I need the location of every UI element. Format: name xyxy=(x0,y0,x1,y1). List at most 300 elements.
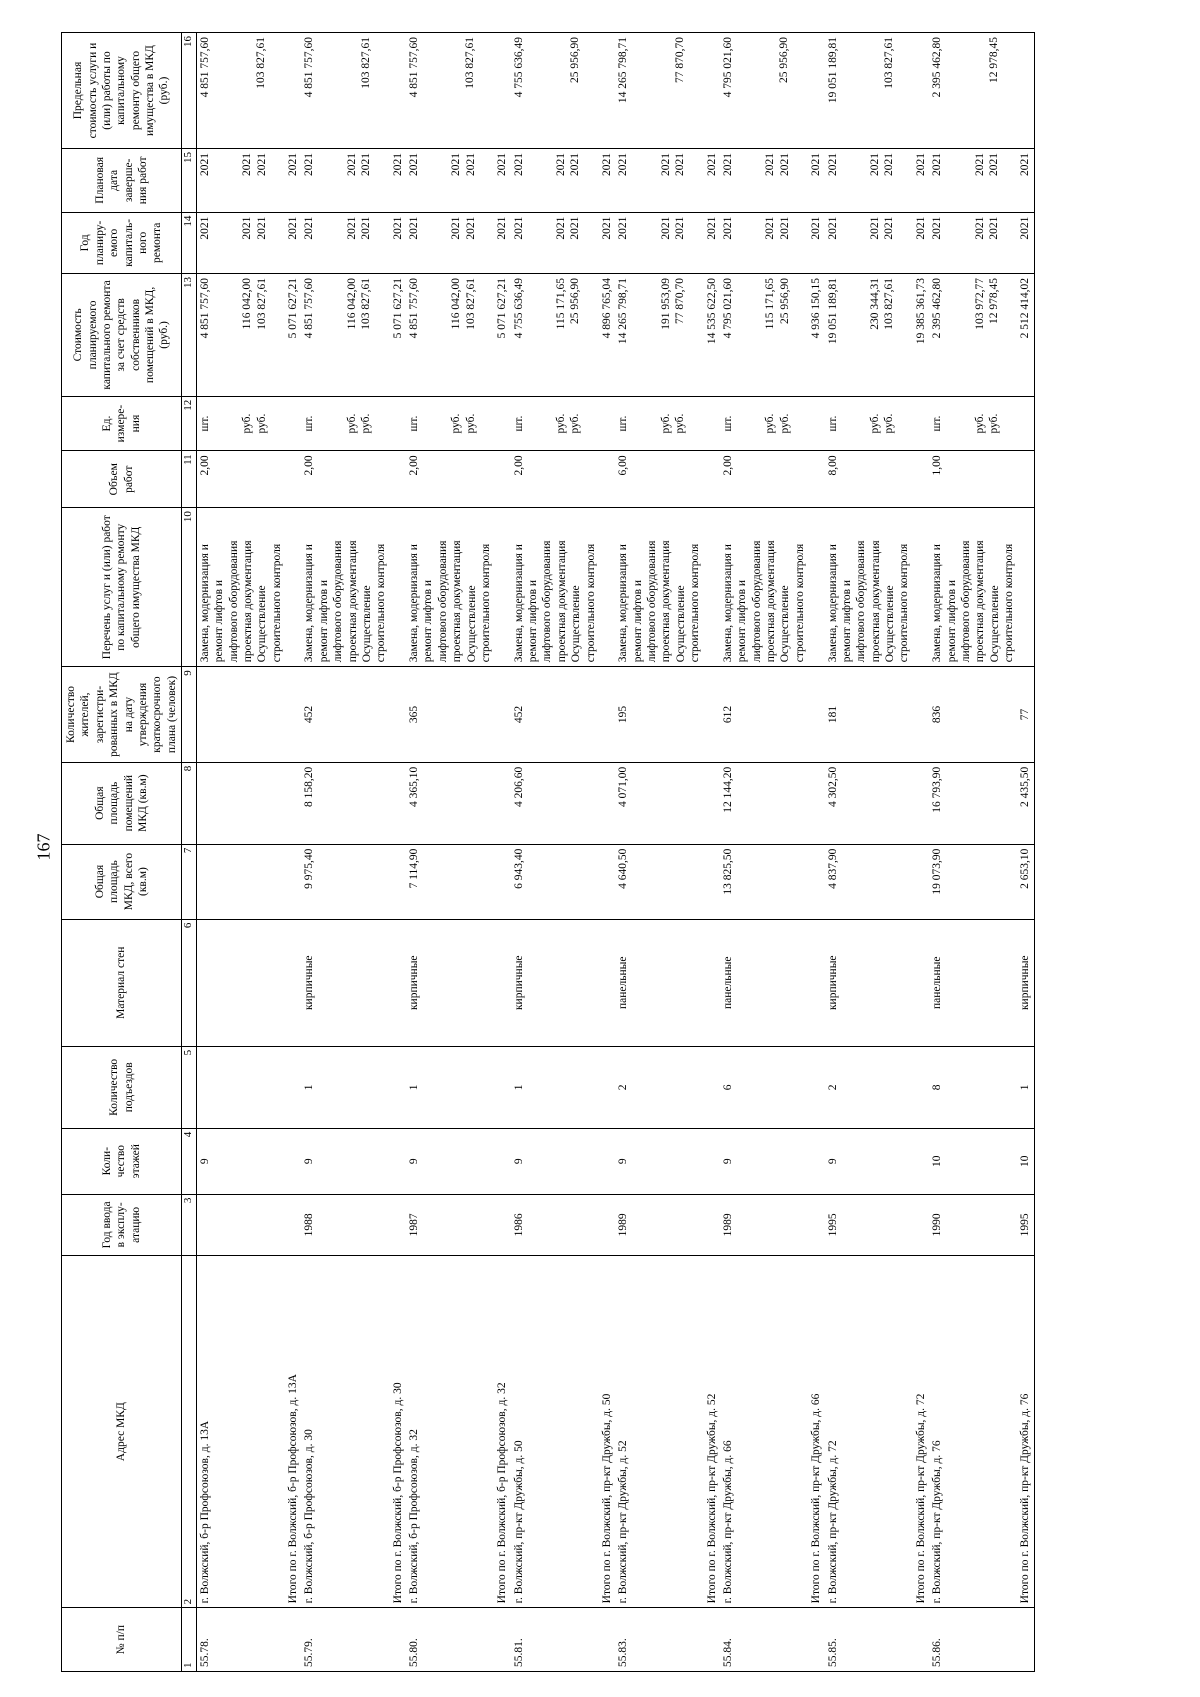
row-cost-line: 12 978,45 xyxy=(987,278,1000,325)
row-unit xyxy=(913,396,929,451)
row-volume-line xyxy=(477,455,491,503)
row-number xyxy=(808,1608,824,1672)
row-completion-date-line xyxy=(317,153,331,208)
row-unit-line: шт. xyxy=(617,415,630,432)
row-works xyxy=(615,508,703,667)
row-completion-date-line xyxy=(331,153,345,208)
row-cost-line xyxy=(526,278,540,392)
row-volume-line xyxy=(373,455,387,503)
row-unit-line xyxy=(1001,401,1015,447)
row-max-cost-line xyxy=(449,37,463,144)
row-works xyxy=(808,508,824,667)
row-unit-line xyxy=(792,401,806,447)
row-planned-year-line xyxy=(1001,217,1015,269)
row-volume-line xyxy=(435,455,449,503)
row-address: Итого по г. Волжский, пр-кт Дружбы, д. 72 xyxy=(913,1256,929,1608)
row-works xyxy=(511,508,599,667)
row-planned-year xyxy=(808,212,824,273)
header-floors: Коли-чество этажей xyxy=(62,1128,182,1194)
row-unit xyxy=(511,396,599,451)
row-cost-line: 191 953,09 xyxy=(659,278,672,330)
row-max-cost-line: 2 395 462,80 xyxy=(931,37,944,98)
row-completion-date xyxy=(511,149,599,213)
row-wall-material xyxy=(913,919,929,1046)
row-works-line: ремонт лифтов и xyxy=(840,579,853,663)
row-unit-line: руб. xyxy=(674,413,686,434)
row-volume-line xyxy=(212,455,226,503)
row-works-line: Осуществление xyxy=(256,585,269,663)
row-works-line: проектная документация xyxy=(974,540,987,663)
header-year: Год ввода в эксплу-атацию xyxy=(62,1194,182,1255)
row-entrances xyxy=(494,1046,510,1128)
row-planned-year xyxy=(599,212,615,273)
row-max-cost-line xyxy=(582,37,596,144)
row-completion-date-line: 2021 xyxy=(255,153,268,177)
row-premises-area: 4 071,00 xyxy=(615,762,703,844)
row-works-line: проектная документация xyxy=(346,540,359,663)
row-number xyxy=(913,1608,929,1672)
column-number: 4 xyxy=(182,1128,197,1194)
row-cost-line: 4 936 150,15 xyxy=(810,278,823,339)
row-completion-date xyxy=(599,149,615,213)
row-works-line: проектная документация xyxy=(555,540,568,663)
row-max-cost-line xyxy=(331,37,345,144)
row-entrances xyxy=(196,1046,285,1128)
row-planned-year xyxy=(825,212,913,273)
row-entrances xyxy=(285,1046,301,1128)
row-volume xyxy=(913,451,929,508)
row-unit xyxy=(599,396,615,451)
row-planned-year-line: 2021 xyxy=(617,216,630,240)
row-works-line: лифтового оборудования xyxy=(855,540,868,663)
row-total-area xyxy=(285,844,301,919)
column-number: 7 xyxy=(182,844,197,919)
row-volume xyxy=(494,451,510,508)
row-total-area xyxy=(390,844,406,919)
row-max-cost xyxy=(285,33,301,149)
row-number xyxy=(494,1608,510,1672)
row-works xyxy=(301,508,389,667)
row-planned-year xyxy=(511,212,599,273)
row-premises-area xyxy=(390,762,406,844)
row-unit-line xyxy=(226,401,240,447)
row-volume-line: 1,00 xyxy=(931,455,944,476)
row-planned-year xyxy=(720,212,808,273)
row-completion-date-line xyxy=(840,153,854,208)
row-planned-year-line xyxy=(317,217,331,269)
row-planned-year-line xyxy=(331,217,345,269)
header-volume: Объем работ xyxy=(62,451,182,508)
row-max-cost-line xyxy=(478,37,492,144)
row-cost-line: 5 071 627,21 xyxy=(391,278,404,339)
row-works xyxy=(720,508,808,667)
row-planned-year xyxy=(301,212,389,273)
row-floors: 9 xyxy=(406,1128,494,1194)
row-planned-year-line xyxy=(687,217,701,269)
row-works-line: проектная документация xyxy=(451,540,464,663)
row-cost-line xyxy=(687,278,701,392)
row-unit-line xyxy=(583,401,597,447)
row-cost xyxy=(494,274,510,397)
row-cost xyxy=(599,274,615,397)
row-planned-year-line xyxy=(792,217,806,269)
row-volume-line xyxy=(331,455,345,503)
row-cost-line: 103 827,61 xyxy=(883,278,896,330)
row-max-cost-line: 4 851 757,60 xyxy=(303,37,316,98)
row-volume-line xyxy=(973,455,987,503)
row-cost-line: 103 827,61 xyxy=(360,278,373,330)
row-floors: 10 xyxy=(929,1128,1017,1194)
row-works-line: Замена, модернизация и xyxy=(931,544,944,663)
row-max-cost xyxy=(808,33,824,149)
row-residents: 365 xyxy=(406,667,494,762)
row-completion-date-line xyxy=(792,153,806,208)
row-cost-line: 5 071 627,21 xyxy=(287,278,299,339)
row-total-area xyxy=(808,844,824,919)
column-number: 9 xyxy=(182,667,197,762)
row-residents xyxy=(285,667,301,762)
row-cost-line xyxy=(735,278,749,392)
row-volume-line xyxy=(854,455,868,503)
row-entrances xyxy=(599,1046,615,1128)
row-address: г. Волжский, пр-кт Дружбы, д. 72 xyxy=(825,1256,913,1608)
row-max-cost-line xyxy=(868,37,882,144)
row-works-line: ремонт лифтов и xyxy=(422,579,435,663)
subtotal-row xyxy=(704,33,720,1672)
row-wall-material: панельные xyxy=(615,919,703,1046)
row-max-cost xyxy=(720,33,808,149)
row-floors: 9 xyxy=(720,1128,808,1194)
row-wall-material xyxy=(196,919,285,1046)
row-max-cost xyxy=(406,33,494,149)
row-completion-date-line: 2021 xyxy=(241,153,254,177)
row-completion-date-line xyxy=(897,153,911,208)
row-planned-year-line: 2021 xyxy=(360,216,373,240)
table-row xyxy=(720,33,808,1672)
row-unit-line xyxy=(959,401,973,447)
row-max-cost-line: 103 827,61 xyxy=(255,37,268,89)
row-max-cost-line: 77 870,70 xyxy=(673,37,686,83)
row-unit-line xyxy=(421,401,435,447)
table-row xyxy=(196,33,285,1672)
row-year: 1986 xyxy=(511,1194,599,1255)
row-completion-date-line xyxy=(687,153,701,208)
row-year: 1987 xyxy=(406,1194,494,1255)
row-works-line: лифтового оборудования xyxy=(332,540,345,663)
row-year: 1989 xyxy=(720,1194,808,1255)
row-completion-date-line: 2021 xyxy=(496,153,509,177)
header-premises-area: Общая площадь помещений МКД (кв.м) xyxy=(62,762,182,844)
row-completion-date-line: 2021 xyxy=(1019,153,1032,177)
row-completion-date xyxy=(406,149,494,213)
row-works-line: Замена, модернизация и xyxy=(512,544,525,663)
row-max-cost-line: 25 956,90 xyxy=(778,37,791,83)
header-total-area: Общая площадь МКД, всего (кв.м) xyxy=(62,844,182,919)
row-premises-area xyxy=(704,762,720,844)
row-unit xyxy=(301,396,389,451)
row-works-line: Осуществление xyxy=(779,585,792,663)
row-wall-material: кирпичные xyxy=(301,919,389,1046)
row-planned-year-line xyxy=(645,217,659,269)
row-entrances: 1 xyxy=(511,1046,599,1128)
row-planned-year xyxy=(285,212,301,273)
row-cost-line: 14 535 622,50 xyxy=(705,278,718,345)
row-residents xyxy=(808,667,824,762)
row-completion-date-line xyxy=(435,153,449,208)
row-max-cost-line xyxy=(763,37,777,144)
row-planned-year-line: 2021 xyxy=(512,216,525,240)
row-volume-line xyxy=(791,455,805,503)
row-volume-line xyxy=(226,455,240,503)
row-unit-line xyxy=(435,401,449,447)
column-number: 15 xyxy=(182,149,197,213)
header-row xyxy=(62,33,182,1672)
row-completion-date-line xyxy=(749,153,763,208)
row-total-area: 7 114,90 xyxy=(406,844,494,919)
row-works xyxy=(825,508,913,667)
row-unit-line xyxy=(735,401,749,447)
row-planned-year-line: 2021 xyxy=(464,216,477,240)
row-number: 55.80. xyxy=(406,1608,494,1672)
row-max-cost-line xyxy=(345,37,359,144)
row-unit-line: руб. xyxy=(241,413,254,434)
table-row xyxy=(406,33,494,1672)
row-max-cost-line: 19 051 189,81 xyxy=(826,37,839,104)
row-unit-line: шт. xyxy=(198,415,211,432)
row-floors xyxy=(494,1128,510,1194)
row-max-cost xyxy=(913,33,929,149)
row-unit-line: шт. xyxy=(721,415,734,432)
row-max-cost-line xyxy=(421,37,435,144)
row-entrances xyxy=(390,1046,406,1128)
row-number xyxy=(1017,1608,1034,1672)
row-wall-material xyxy=(285,919,301,1046)
row-max-cost-line xyxy=(226,37,240,144)
row-cost xyxy=(825,274,913,397)
row-completion-date xyxy=(196,149,285,213)
row-unit xyxy=(1017,396,1034,451)
row-max-cost-line xyxy=(735,37,749,144)
row-volume xyxy=(196,451,285,508)
row-planned-year-line xyxy=(749,217,763,269)
row-cost-line: 5 071 627,21 xyxy=(496,278,509,339)
row-works-line: проектная документация xyxy=(660,540,673,663)
row-max-cost-line xyxy=(792,37,806,144)
row-volume-line xyxy=(449,455,463,503)
row-unit xyxy=(196,396,285,451)
row-completion-date-line xyxy=(226,153,240,208)
row-volume-line xyxy=(945,455,959,503)
row-address: г. Волжский, пр-кт Дружбы, д. 52 xyxy=(615,1256,703,1608)
row-floors: 9 xyxy=(825,1128,913,1194)
row-volume-line xyxy=(868,455,882,503)
subtotal-row xyxy=(913,33,929,1672)
column-number: 8 xyxy=(182,762,197,844)
row-unit-line xyxy=(526,401,540,447)
row-total-area: 9 975,40 xyxy=(301,844,389,919)
row-planned-year-line: 2021 xyxy=(987,216,1000,240)
row-premises-area: 16 793,90 xyxy=(929,762,1017,844)
column-number-row xyxy=(182,33,197,1672)
header-address: Адрес МКД xyxy=(62,1256,182,1608)
row-volume-line xyxy=(882,455,896,503)
row-max-cost-line: 4 795 021,60 xyxy=(721,37,734,98)
row-volume-line xyxy=(645,455,659,503)
row-works xyxy=(494,508,510,667)
row-premises-area xyxy=(196,762,285,844)
row-cost-line xyxy=(645,278,659,392)
row-volume-line xyxy=(673,455,687,503)
row-max-cost-line xyxy=(840,37,854,144)
row-unit-line xyxy=(687,401,701,447)
row-max-cost-line xyxy=(631,37,645,144)
row-total-area xyxy=(599,844,615,919)
row-cost-line xyxy=(631,278,645,392)
row-completion-date-line xyxy=(959,153,973,208)
header-works-list: Перечень услуг и (или) работ по капитальному ремонту общего имущества МКД xyxy=(62,508,182,667)
row-cost xyxy=(808,274,824,397)
row-completion-date-line: 2021 xyxy=(826,153,839,177)
row-volume xyxy=(929,451,1017,508)
row-address: г. Волжский, пр-кт Дружбы, д. 50 xyxy=(511,1256,599,1608)
row-address: г. Волжский, пр-кт Дружбы, д. 76 xyxy=(929,1256,1017,1608)
row-floors xyxy=(913,1128,929,1194)
row-unit-line: руб. xyxy=(569,413,582,434)
row-volume xyxy=(825,451,913,508)
row-volume-line xyxy=(240,455,254,503)
row-planned-year-line: 2021 xyxy=(600,216,613,240)
row-planned-year xyxy=(196,212,285,273)
row-planned-year-line: 2021 xyxy=(569,216,582,240)
row-completion-date-line xyxy=(1001,153,1015,208)
row-completion-date-line: 2021 xyxy=(287,153,299,177)
row-completion-date xyxy=(1017,149,1034,213)
row-completion-date xyxy=(494,149,510,213)
row-residents xyxy=(913,667,929,762)
row-completion-date-line: 2021 xyxy=(555,153,567,177)
row-number: 55.84. xyxy=(720,1608,808,1672)
row-address: Итого по г. Волжский, б-р Профсоюзов, д. 30 xyxy=(390,1256,406,1608)
row-completion-date-line: 2021 xyxy=(931,153,944,177)
row-unit-line: руб. xyxy=(883,413,896,434)
row-planned-year-line: 2021 xyxy=(450,216,463,240)
row-unit-line: руб. xyxy=(778,413,791,434)
row-max-cost xyxy=(615,33,703,149)
row-unit-line xyxy=(631,401,645,447)
row-cost xyxy=(720,274,808,397)
row-completion-date xyxy=(720,149,808,213)
row-max-cost xyxy=(929,33,1017,149)
row-completion-date-line: 2021 xyxy=(973,153,986,177)
row-planned-year-line: 2021 xyxy=(287,216,299,240)
subtotal-row xyxy=(1017,33,1034,1672)
row-volume xyxy=(720,451,808,508)
row-volume-line: 2,00 xyxy=(198,455,211,476)
row-residents: 836 xyxy=(929,667,1017,762)
row-completion-date-line: 2021 xyxy=(659,153,672,177)
row-entrances xyxy=(913,1046,929,1128)
row-cost-line: 115 171,65 xyxy=(555,278,567,330)
row-entrances: 2 xyxy=(615,1046,703,1128)
row-unit-line: шт. xyxy=(931,415,944,432)
row-unit-line xyxy=(269,401,283,447)
row-cost-line xyxy=(435,278,449,392)
row-entrances: 6 xyxy=(720,1046,808,1128)
row-address: Итого по г. Волжский, пр-кт Дружбы, д. 76 xyxy=(1017,1256,1034,1608)
row-address: Итого по г. Волжский, б-р Профсоюзов, д. 13А xyxy=(285,1256,301,1608)
row-floors xyxy=(808,1128,824,1194)
row-max-cost xyxy=(1017,33,1034,149)
row-residents xyxy=(390,667,406,762)
row-number: 55.79. xyxy=(301,1608,389,1672)
row-max-cost-line: 4 755 636,49 xyxy=(512,37,525,98)
row-volume-line xyxy=(568,455,582,503)
row-unit-line: руб. xyxy=(868,413,881,434)
row-year xyxy=(494,1194,510,1255)
row-completion-date xyxy=(929,149,1017,213)
row-completion-date-line xyxy=(583,153,597,208)
row-wall-material: кирпичные xyxy=(1017,919,1034,1046)
row-planned-year-line xyxy=(540,217,554,269)
row-planned-year-line: 2021 xyxy=(674,216,686,240)
row-completion-date xyxy=(704,149,720,213)
row-premises-area: 4 302,50 xyxy=(825,762,913,844)
row-works-line: строительного контроля xyxy=(270,543,283,663)
row-works-line: строительного контроля xyxy=(479,543,492,663)
row-year xyxy=(285,1194,301,1255)
row-volume xyxy=(615,451,703,508)
row-completion-date-line: 2021 xyxy=(778,153,791,177)
row-completion-date xyxy=(825,149,913,213)
row-volume-line: 2,00 xyxy=(408,455,420,476)
row-planned-year-line xyxy=(945,217,959,269)
row-premises-area: 4 206,60 xyxy=(511,762,599,844)
row-planned-year-line xyxy=(526,217,540,269)
row-works-line: строительного контроля xyxy=(898,543,911,663)
row-unit-line xyxy=(854,401,868,447)
row-works-line: Замена, модернизация и xyxy=(721,544,734,663)
row-volume-line xyxy=(582,455,596,503)
row-unit xyxy=(390,396,406,451)
row-cost-line: 103 827,61 xyxy=(464,278,477,330)
row-premises-area xyxy=(599,762,615,844)
row-year: 1995 xyxy=(825,1194,913,1255)
row-cost-line xyxy=(959,278,973,392)
row-residents: 195 xyxy=(615,667,703,762)
row-works-line: ремонт лифтов и xyxy=(945,579,958,663)
row-wall-material xyxy=(808,919,824,1046)
subtotal-row xyxy=(494,33,510,1672)
table-row xyxy=(825,33,913,1672)
row-planned-year-line: 2021 xyxy=(778,216,791,240)
row-planned-year-line xyxy=(478,217,492,269)
column-number: 11 xyxy=(182,451,197,508)
row-year xyxy=(599,1194,615,1255)
row-planned-year xyxy=(615,212,703,273)
row-unit-line: руб. xyxy=(659,413,672,434)
row-entrances: 1 xyxy=(1017,1046,1034,1128)
row-planned-year xyxy=(406,212,494,273)
row-address: г. Волжский, пр-кт Дружбы, д. 66 xyxy=(720,1256,808,1608)
row-max-cost-line xyxy=(659,37,673,144)
row-works-line: Осуществление xyxy=(988,585,1001,663)
row-works-line: ремонт лифтов и xyxy=(736,579,749,663)
row-cost-line xyxy=(269,278,283,392)
row-unit xyxy=(720,396,808,451)
row-number xyxy=(285,1608,301,1672)
row-completion-date-line xyxy=(421,153,435,208)
row-total-area xyxy=(196,844,285,919)
